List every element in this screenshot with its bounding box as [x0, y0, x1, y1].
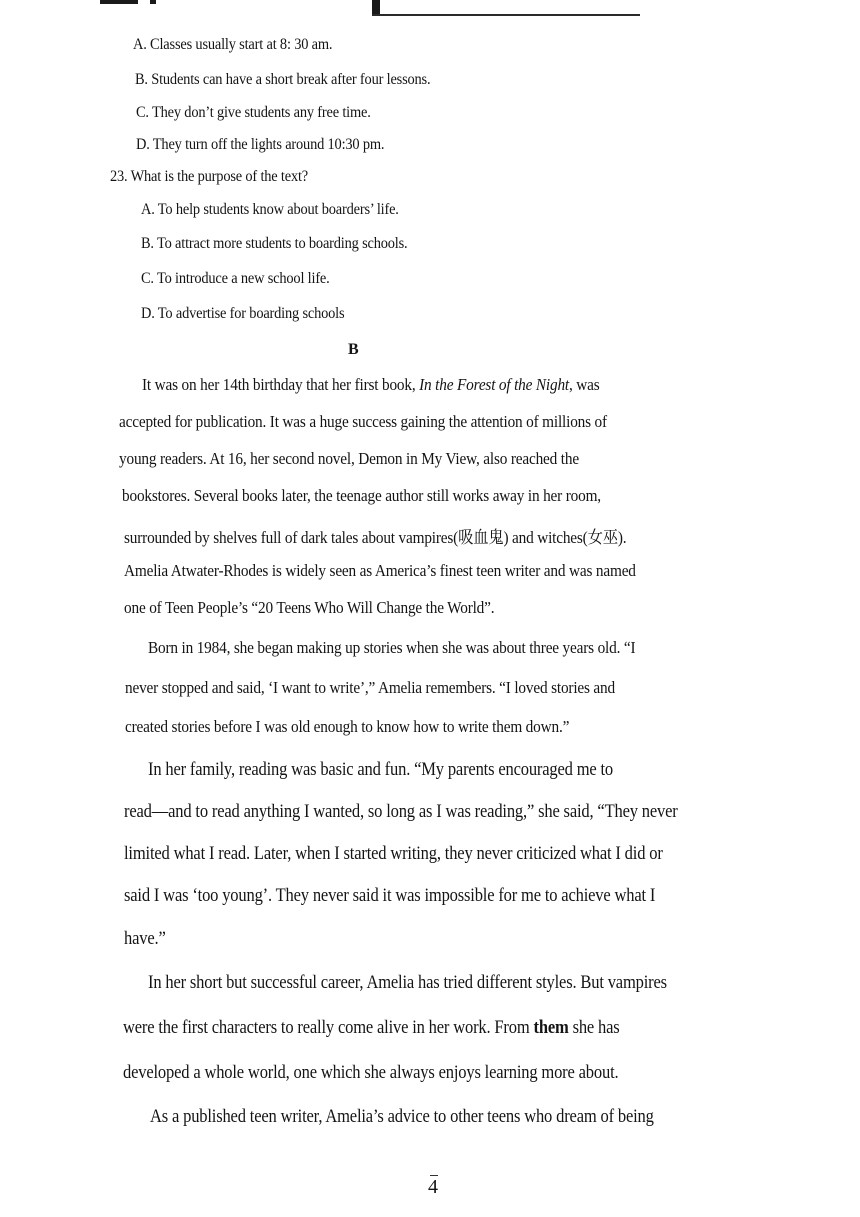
paragraph-1-line-5: surrounded by shelves full of dark tales about vampires(吸血鬼) and witches(女巫).: [124, 528, 627, 547]
q22-option-a: A. Classes usually start at 8: 30 am.: [133, 36, 333, 53]
q22-option-c: C. They don’t give students any free time.: [136, 104, 371, 121]
emphasized-word: them: [533, 1017, 569, 1038]
paragraph-1-line-1-text: It was on her 14th birthday that her first book,: [142, 375, 420, 394]
paragraph-1-line-6: Amelia Atwater-Rhodes is widely seen as America’s finest teen writer and was named: [124, 561, 636, 580]
book-title: In the Forest of the Night: [419, 375, 570, 394]
paragraph-4-line-2-text: were the first characters to really come alive in her work. From: [123, 1017, 534, 1038]
paragraph-3-line-1: In her family, reading was basic and fun. “My parents encouraged me to: [148, 759, 614, 780]
paragraph-4-line-2: [123, 1017, 620, 1039]
q23-option-b: B. To attract more students to boarding schools.: [141, 235, 408, 252]
answer-blank-line: [372, 0, 640, 16]
paragraph-1-line-1: [142, 375, 600, 395]
paragraph-1-line-1-end: , was: [569, 375, 600, 394]
q23-option-a: A. To help students know about boarders’ life.: [141, 201, 399, 218]
section-heading: B: [348, 341, 359, 358]
q23-option-d: D. To advertise for boarding schools: [141, 305, 345, 322]
paragraph-1-line-7: one of Teen People’s “20 Teens Who Will Change the World”.: [124, 598, 495, 617]
paragraph-4-line-3: developed a whole world, one which she always enjoys learning more about.: [123, 1062, 619, 1083]
paragraph-3-line-3: limited what I read. Later, when I started writing, they never criticized what I did or: [124, 843, 663, 864]
paragraph-4-line-2-end: she has: [568, 1017, 620, 1038]
paragraph-2-line-2: never stopped and said, ‘I want to write’,” Amelia remembers. “I loved stories and: [125, 678, 615, 697]
q23-question: 23. What is the purpose of the text?: [110, 168, 309, 185]
top-rule: [100, 0, 138, 4]
top-rule-mark: [150, 0, 156, 4]
q23-option-c: C. To introduce a new school life.: [141, 270, 330, 287]
paragraph-3-line-4: said I was ‘too young’. They never said it was impossible for me to achieve what I: [124, 885, 656, 906]
q22-option-b: B. Students can have a short break after four lessons.: [135, 71, 431, 88]
paragraph-1-line-3: young readers. At 16, her second novel, Demon in My View, also reached the: [119, 449, 579, 468]
paragraph-3-line-2: read—and to read anything I wanted, so long as I was reading,” she said, “They never: [124, 801, 678, 822]
page-number: 4: [428, 1176, 438, 1198]
paragraph-1-line-2: accepted for publication. It was a huge success gaining the attention of millions of: [119, 412, 607, 431]
paragraph-2-line-1: Born in 1984, she began making up stories when she was about three years old. “I: [148, 638, 636, 657]
paragraph-3-line-5: have.”: [124, 928, 166, 949]
q22-option-d: D. They turn off the lights around 10:30 pm.: [136, 136, 385, 153]
paragraph-1-line-4: bookstores. Several books later, the teenage author still works away in her room,: [122, 486, 601, 505]
paragraph-5-line-1: As a published teen writer, Amelia’s advice to other teens who dream of being: [150, 1106, 654, 1127]
paragraph-4-line-1: In her short but successful career, Amelia has tried different styles. But vampires: [148, 972, 667, 993]
paragraph-2-line-3: created stories before I was old enough to know how to write them down.”: [125, 717, 570, 736]
